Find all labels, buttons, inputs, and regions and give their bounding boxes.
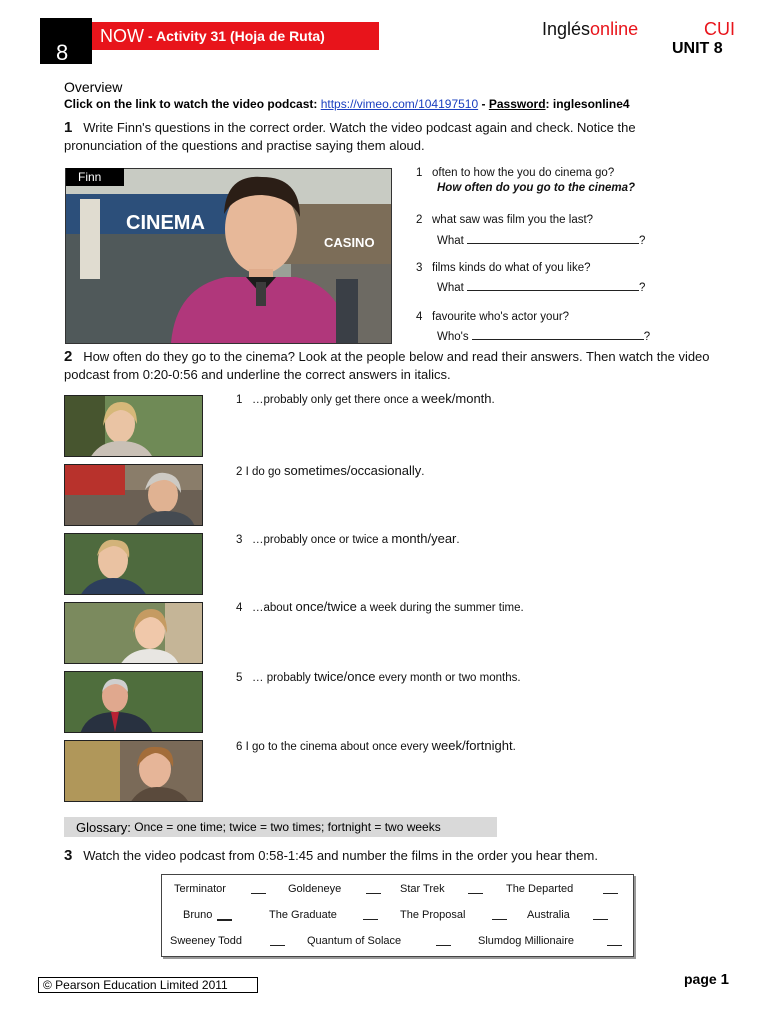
film-title: Bruno	[183, 909, 213, 921]
item-text-end: .	[512, 741, 516, 753]
item-text-end: .	[421, 466, 425, 478]
page-number	[684, 971, 729, 988]
video-link[interactable]: https://vimeo.com/104197510	[320, 97, 479, 111]
film-blank[interactable]	[366, 883, 381, 897]
item-text-end: .	[456, 534, 460, 546]
answer-item-1	[236, 391, 495, 406]
person-photo-6	[64, 740, 203, 802]
film-item	[183, 909, 212, 921]
item-text-end: every month or two months.	[378, 672, 521, 684]
film-title: The Departed	[506, 883, 574, 895]
exercise1-instruction	[64, 119, 704, 155]
item-text: …probably once or twice a	[252, 534, 389, 546]
brand-part2: online	[590, 19, 639, 39]
answer-end: ?	[643, 331, 651, 343]
person-photo-4	[64, 602, 203, 664]
answer-blank[interactable]	[467, 278, 639, 291]
exercise3-text: Watch the video podcast from 0:58-1:45 and number the films in the order you hear them.	[83, 848, 598, 863]
glossary-label: Glossary:	[76, 819, 131, 835]
glossary-bar	[64, 817, 497, 837]
exercise3-instruction	[64, 847, 598, 865]
item-num: 3	[236, 534, 243, 546]
answer-blank[interactable]	[467, 231, 639, 244]
question-scrambled: what saw was film you the last?	[432, 214, 594, 226]
film-blank[interactable]	[603, 883, 618, 897]
item-text: …about	[252, 602, 293, 614]
item-choice[interactable]: week/fortnight	[431, 738, 513, 753]
film-item	[506, 883, 573, 895]
item-choice[interactable]: month/year	[391, 531, 457, 546]
copyright-box: © Pearson Education Limited 2011	[38, 977, 258, 993]
item-choice[interactable]: once/twice	[295, 599, 357, 614]
answer-end: ?	[639, 235, 646, 247]
svg-text:CASINO: CASINO	[324, 235, 375, 250]
answer-blank[interactable]	[472, 327, 644, 340]
item-choice[interactable]: sometimes/occasionally	[283, 463, 422, 478]
question-scrambled: often to how the you do cinema go?	[432, 167, 615, 179]
question-num: 1	[416, 167, 423, 179]
film-item	[478, 935, 574, 947]
item-text: …probably only get there once a	[252, 394, 419, 406]
film-item	[269, 909, 337, 921]
question-num: 2	[416, 214, 423, 226]
password-label: Password	[488, 97, 546, 111]
question-2-answer-line	[437, 231, 645, 247]
answer-starter: What	[437, 282, 464, 294]
title-sub: - Activity 31 (Hoja de Ruta)	[148, 28, 325, 44]
film-title: Australia	[527, 909, 570, 921]
exercise1-text: Write Finn's questions in the correct order. Watch the video podcast again and check. Notice the pronunciation of the questions and practise saying them aloud.	[64, 120, 636, 153]
film-blank[interactable]	[492, 909, 507, 923]
glossary-text: Once = one time; twice = two times; fortnight = two weeks	[134, 820, 441, 834]
item-text: … probably	[252, 672, 311, 684]
answer-starter: What	[437, 235, 464, 247]
film-item	[400, 883, 445, 895]
exercise2-instruction	[64, 348, 720, 384]
finn-photo	[65, 168, 392, 344]
film-title: Slumdog Millionaire	[478, 935, 574, 947]
item-num: 6	[236, 741, 243, 753]
question-2	[416, 214, 593, 226]
item-text: I go to the cinema about once every	[245, 741, 429, 753]
svg-text:CINEMA: CINEMA	[126, 212, 205, 234]
exercise3-number: 3	[64, 847, 73, 864]
finn-photo-illustration	[66, 169, 391, 343]
answer-item-6	[236, 738, 516, 753]
film-item	[400, 909, 465, 921]
answer-item-3	[236, 531, 460, 546]
link-prefix: Click on the link to watch the video podcast:	[64, 97, 318, 111]
question-1-answer	[437, 182, 635, 194]
page-label: page	[684, 971, 717, 987]
film-title: Terminator	[174, 883, 226, 895]
answer-item-2	[236, 463, 424, 478]
film-title: Star Trek	[400, 883, 445, 895]
question-3-answer-line	[437, 278, 645, 294]
item-num: 1	[236, 394, 243, 406]
unit-label: UNIT 8	[672, 40, 723, 57]
film-blank[interactable]	[436, 935, 451, 949]
film-title: Quantum of Solace	[307, 935, 402, 947]
title-main: NOW	[100, 25, 144, 46]
item-text-end: a week during the summer time.	[360, 602, 524, 614]
brand-part1: Inglés	[542, 19, 591, 39]
video-link-line	[64, 97, 630, 111]
answer-end: ?	[639, 282, 646, 294]
film-item	[307, 935, 401, 947]
person-photo-3-illustration	[65, 534, 203, 595]
brand-cui: CUI	[704, 19, 735, 39]
question-3	[416, 262, 591, 274]
item-choice[interactable]: twice/once	[314, 669, 376, 684]
item-text-end: .	[491, 394, 495, 406]
link-separator: -	[481, 97, 486, 111]
overview-heading: Overview	[64, 79, 123, 95]
item-num: 4	[236, 602, 243, 614]
password-colon: :	[545, 97, 550, 111]
question-num: 3	[416, 262, 423, 274]
film-blank[interactable]	[468, 883, 483, 897]
answer-starter: Who's	[437, 331, 469, 343]
film-blank[interactable]	[251, 883, 266, 897]
exercise2-number: 2	[64, 348, 73, 365]
item-choice[interactable]: week/month	[421, 391, 492, 406]
answer-item-4	[236, 599, 524, 614]
film-item	[288, 883, 341, 895]
person-photo-2-illustration	[65, 465, 203, 526]
exercise1-number: 1	[64, 119, 73, 136]
film-blank[interactable]	[217, 909, 232, 924]
person-photo-2	[64, 464, 203, 526]
person-photo-6-illustration	[65, 741, 203, 802]
film-title: The Graduate	[269, 909, 337, 921]
exercise2-text: How often do they go to the cinema? Look at the people below and read their answers. Then watch the video podcast from 0:20-0:56 and underline the correct answers in italics.	[64, 349, 710, 382]
film-blank[interactable]	[363, 909, 378, 923]
film-item	[174, 883, 226, 895]
film-blank[interactable]	[607, 935, 622, 949]
person-photo-5-illustration	[65, 672, 203, 733]
film-title: Sweeney Todd	[170, 935, 242, 947]
film-title: Goldeneye	[288, 883, 342, 895]
person-photo-5	[64, 671, 203, 733]
film-blank[interactable]	[270, 935, 285, 949]
item-num: 2	[236, 466, 243, 478]
password-value: inglesonline4	[552, 97, 630, 111]
person-photo-1-illustration	[65, 396, 203, 457]
answer-item-5	[236, 669, 521, 684]
finn-tag: Finn	[66, 168, 124, 186]
activity-title-bar	[92, 22, 379, 50]
question-4-answer-line	[437, 327, 650, 343]
brand-logo	[542, 19, 638, 40]
question-4	[416, 311, 569, 323]
film-item	[170, 935, 242, 947]
question-answer: How often do you go to the cinema?	[437, 182, 636, 194]
question-num: 4	[416, 311, 423, 323]
question-1	[416, 167, 614, 179]
film-item	[527, 909, 570, 921]
unit-number: 8	[56, 40, 69, 65]
question-scrambled: films kinds do what of you like?	[432, 262, 591, 274]
item-num: 5	[236, 672, 243, 684]
item-text: I do go	[245, 466, 281, 478]
question-scrambled: favourite who's actor your?	[432, 311, 570, 323]
person-photo-3	[64, 533, 203, 595]
film-blank[interactable]	[593, 909, 608, 923]
page-number-value: 1	[720, 971, 729, 988]
film-title: The Proposal	[400, 909, 466, 921]
person-photo-4-illustration	[65, 603, 203, 664]
person-photo-1	[64, 395, 203, 457]
